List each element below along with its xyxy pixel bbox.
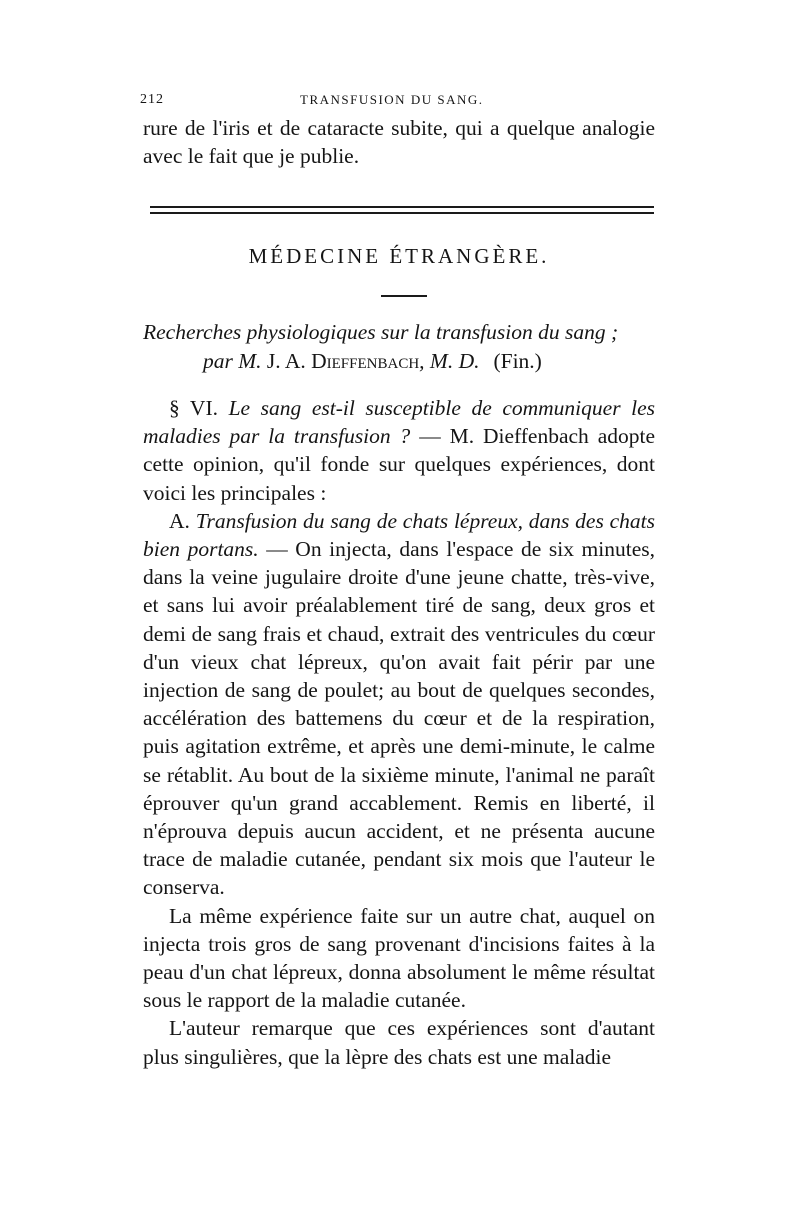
page-header xyxy=(140,92,660,114)
running-title: TRANSFUSION DU SANG. xyxy=(300,92,484,107)
fin-note: (Fin.) xyxy=(493,348,542,373)
section-title: MÉDECINE ÉTRANGÈRE. xyxy=(248,244,550,268)
article-byline xyxy=(143,347,655,376)
experiment-heading: Transfusion du sang de chats lépreux, dans des chats bien portans. xyxy=(143,508,655,562)
article-title-text: Recherches physiologiques sur la transfusion du sang ; xyxy=(143,320,619,344)
section-question: Le sang est-il susceptible de communiquer les maladies par la transfusion ? xyxy=(143,396,656,449)
section-marker: § VI. xyxy=(169,396,218,420)
paragraph-second-experiment: La même expérience faite sur un autre chat, auquel on injecta trois gros de sang provenant d'incisions faites à la peau d'un chat lépreux, donna absolument le même résultat sous le rapport de la maladie cutanée. xyxy=(143,903,655,1013)
section-vi-text: — M. Dieffenbach adopte cette opinion, qu'il fonde sur quelques expériences, dont voici les principales : xyxy=(143,424,656,505)
paragraph-author-remark: L'auteur remarque que ces expériences sont d'autant plus singulières, que la lèpre des chats est une maladie xyxy=(143,1016,655,1069)
article-body xyxy=(143,394,655,1071)
author-suffix: , M. D. xyxy=(419,348,480,373)
experiment-text: — On injecta, dans l'espace de six minutes, dans la veine jugulaire droite d'une jeune chatte, très-vive, et sans lui avoir préalablement tiré de sang, deux gros et demi de sang frais et chaud, extrait des ventricules du cœur d'un vieux chat lépreux, qu'on avait fait périr par une injection de sang de poulet; au bout de quelques secondes, accélération des battemens du cœur et de la respiration, puis agitation extrême, et après une demi-minute, le calme se rétablit. Au bout de la sixième minute, l'animal ne paraît éprouver qu'un grand accablement. Remis en liberté, il n'éprouva depuis aucun accident, et ne présenta aucune trace de maladie cutanée, pendant six mois que l'auteur le conserva. xyxy=(143,537,655,900)
article-title xyxy=(143,318,655,375)
paragraph-section-vi xyxy=(143,394,655,507)
double-rule-divider xyxy=(150,206,654,214)
paragraph-experiment-a xyxy=(143,507,655,902)
short-rule-divider xyxy=(381,295,427,297)
intro-text: rure de l'iris et de cataracte subite, qui a quelque analogie avec le fait que je publie. xyxy=(143,116,655,169)
page-number: 212 xyxy=(140,92,164,107)
author-prefix: par M. xyxy=(203,348,267,373)
experiment-marker: A. xyxy=(169,508,190,533)
intro-paragraph xyxy=(143,114,655,170)
author-name: J. A. Dieffenbach xyxy=(266,348,420,373)
